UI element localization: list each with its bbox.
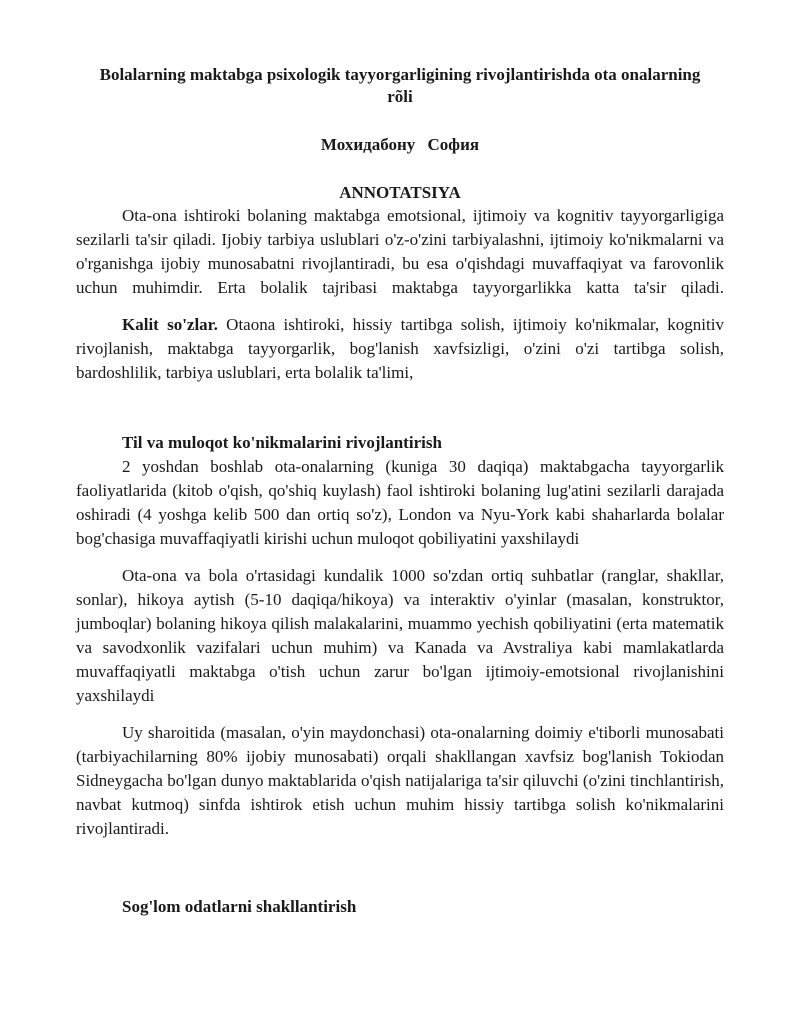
title-line-2: rõli xyxy=(387,87,413,106)
annotation-heading: ANNOTATSIYA xyxy=(339,183,461,202)
section1-paragraph-3: Uy sharoitida (masalan, o'yin maydonchasi) ota-onalarning doimiy e'tiborli munosabati (tarbiyachilarning 80% ijobiy munosabati) orqali shakllangan xavfsiz bog'lanish Tokiodan Sidneygacha bo'lgan dunyo maktablarida o'qish natijalariga ta'sir qiluvchi (o'zini tinchlantirish, navbat kutmoq) sinfda ishtirok etish uchun muhim hissiy tartibga solish ko'nikmalarini rivojlantiradi. xyxy=(76,723,724,838)
title-line-1: Bolalarning maktabga psixologik tayyorgarligining rivojlantirishda ota onalarning xyxy=(99,65,701,84)
section-heading-healthy-habits: Sog'lom odatlarni shakllantirish xyxy=(122,897,357,916)
authors: Мохидабону София xyxy=(320,135,480,154)
section1-paragraph-2: Ota-ona va bola o'rtasidagi kundalik 1000 so'zdan ortiq suhbatlar (ranglar, shakllar, sonlar), hikoya aytish (5-10 daqiqa/hikoya) va interaktiv o'yinlar (masalan, konstruktor, jumboqlar) bolaning hikoya qilish malakalarini, muammo yechish qobiliyatini (erta matematik va savodxonlik vazifalari uchun muhim) va Kanada va Avstraliya kabi mamlakatlarda muvaffaqiyatli maktabga o'tish uchun zarur bo'lgan ijtimoiy-emotsional rivojlanishini yaxshilaydi xyxy=(76,566,724,705)
keywords-text: Otaona ishtiroki, hissiy tartibga solish, ijtimoiy ko'nikmalar, kognitiv rivojlanish, maktabga tayyorgarlik, bog'lanish xavfsizligi, o'zini o'zi tartibga solish, bardoshlilik, tarbiya uslublari, erta bolalik ta'limi, xyxy=(76,315,724,382)
keywords-paragraph xyxy=(76,313,724,385)
section1-paragraph-1: 2 yoshdan boshlab ota-onalarning (kuniga 30 daqiqa) maktabgacha tayyorgarlik faoliyatlarida (kitob o'qish, qo'shiq kuylash) faol ishtiroki bolaning lug'atini sezilarli darajada oshiradi (4 yoshga kelib 500 dan ortiq so'z), London va Nyu-York kabi shaharlarda bolalar bog'chasiga muvaffaqiyatli kirishi uchun muloqot qobiliyatini yaxshilaydi xyxy=(76,457,724,548)
keywords-label: Kalit so'zlar. xyxy=(122,315,218,334)
annotation-paragraph: Ota-ona ishtiroki bolaning maktabga emotsional, ijtimoiy va kognitiv tayyorgarligiga sezilarli ta'sir qiladi. Ijobiy tarbiya uslublari o'z-o'zini tarbiyalashni, ijtimoiy ko'nikmalarni va o'rganishga ijobiy munosabatni rivojlantiradi, bu esa o'qishdagi muvaffaqiyat va farovonlik uchun muhimdir. Erta bolalik tajribasi maktabga tayyorgarlikka katta ta'sir qiladi. xyxy=(76,206,724,297)
section-heading-language: Til va muloqot ko'nikmalarini rivojlantirish xyxy=(122,433,442,452)
document-title xyxy=(76,64,724,108)
